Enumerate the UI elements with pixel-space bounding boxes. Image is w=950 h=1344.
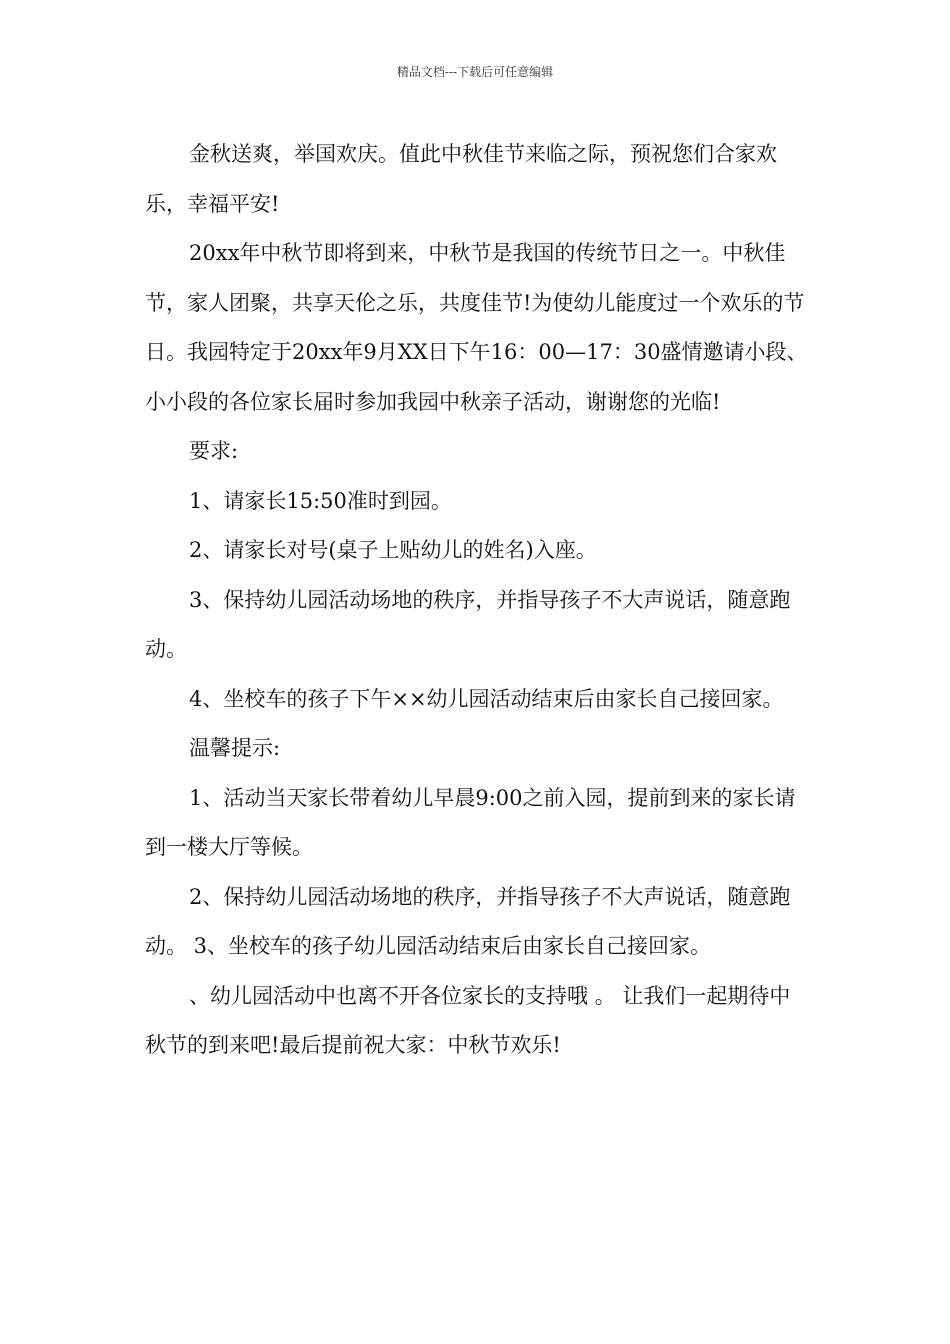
- closing-paragraph: 、幼儿园活动中也离不开各位家长的支持哦 。 让我们一起期待中秋节的到来吧!最后提前祝大家：中秋节欢乐!: [145, 983, 791, 1057]
- tip-item-2-3: 2、保持幼儿园活动场地的秩序，并指导孩子不大声说话，随意跑动。 3、坐校车的孩子幼儿园活动结束后由家长自己接回家。: [145, 884, 791, 958]
- requirement-item-3: 3、保持幼儿园活动场地的秩序，并指导孩子不大声说话，随意跑动。: [145, 587, 791, 661]
- requirements-heading: 要求:: [189, 439, 239, 463]
- tip-item-1: 1、活动当天家长带着幼儿早晨9:00之前入园，提前到来的家长请到一楼大厅等候。: [145, 785, 796, 859]
- requirement-item-2: 2、请家长对号(桌子上贴幼儿的姓名)入座。: [189, 538, 597, 562]
- tips-heading: 温馨提示:: [189, 736, 281, 760]
- invitation-paragraph: 20xx年中秋节即将到来，中秋节是我国的传统节日之一。中秋佳节，家人团聚，共享天伦之乐，共度佳节!为使幼儿能度过一个欢乐的节日。我园特定于20xx年9月XX日下午16：00—17：30盛情邀请小段、小小段的各位家长届时参加我园中秋亲子活动，谢谢您的光临!: [145, 241, 808, 414]
- greeting-paragraph: 金秋送爽，举国欢庆。值此中秋佳节来临之际，预祝您们合家欢乐，幸福平安!: [145, 142, 777, 216]
- document-body: [145, 130, 810, 1071]
- requirement-item-4: 4、坐校车的孩子下午××幼儿园活动结束后由家长自己接回家。: [189, 686, 784, 711]
- requirement-item-1: 1、请家长15:50准时到园。: [189, 488, 452, 513]
- page-header: 精品文档---下载后可任意编辑: [396, 65, 554, 79]
